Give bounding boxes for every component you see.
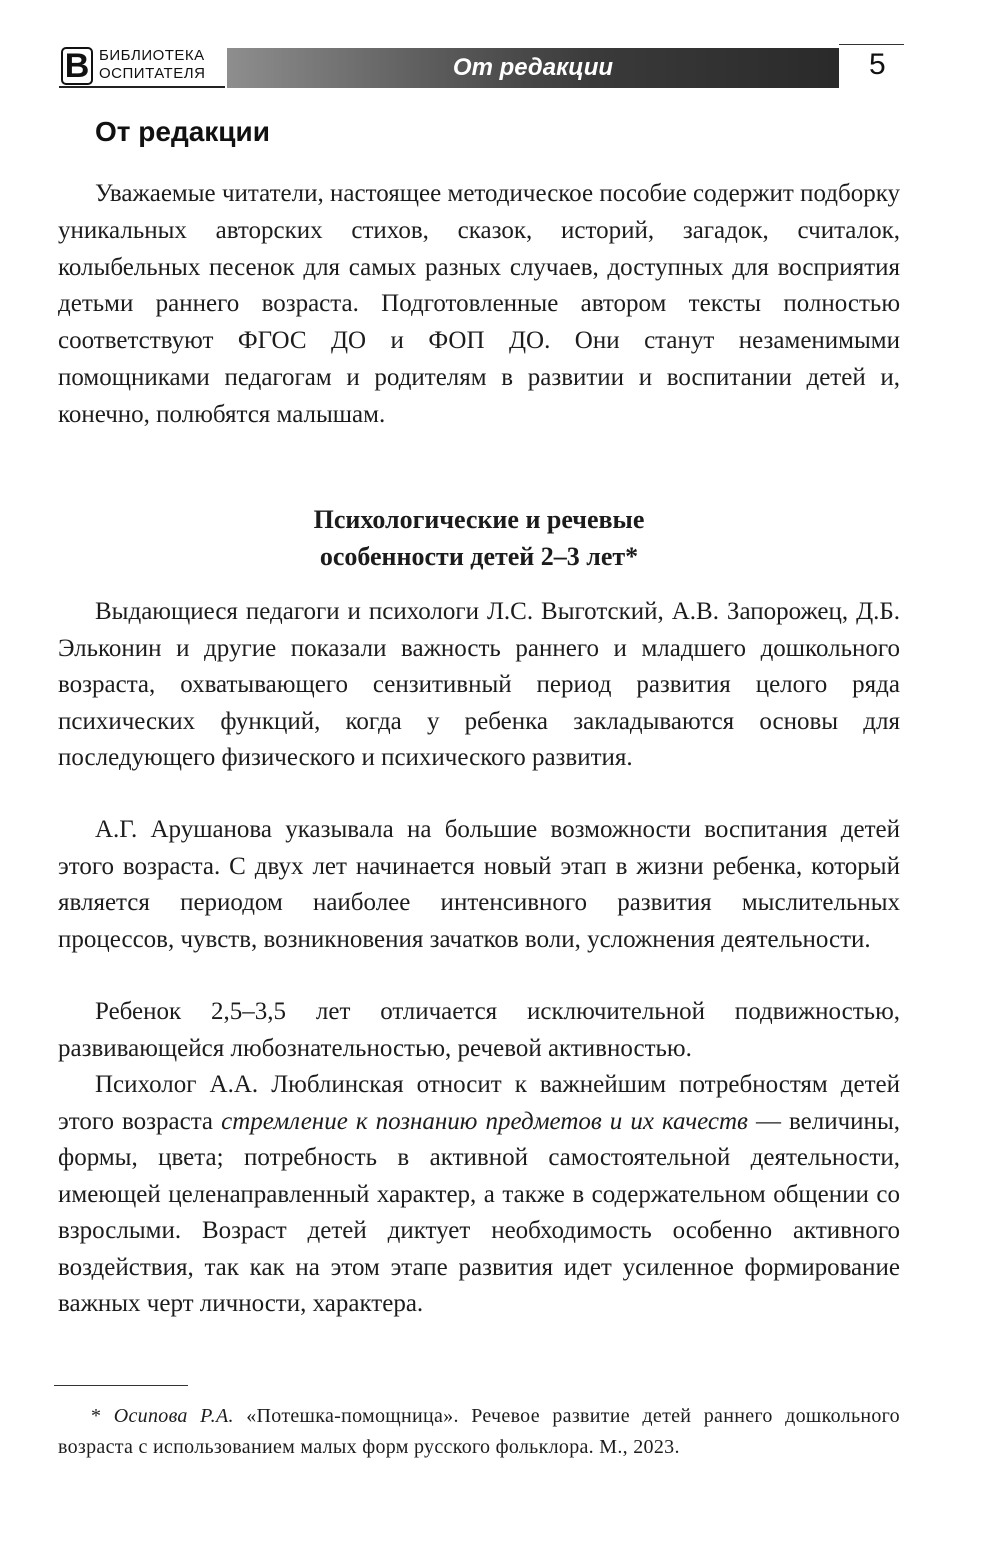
footnote	[58, 1401, 900, 1463]
editorial-paragraph: Уважаемые читатели, настоящее методическое пособие содержит подборку уникальных авторских стихов, сказок, историй, загадок, считалок, колыбельных песенок для самых разных случаев, доступных для восприятия детьми раннего возраста. Подготовленные автором тексты полностью соответствуют ФГОС ДО и ФОП ДО. Они станут незаменимыми помощниками педагогам и родителям в развитии и воспитании детей и, конечно, полюбятся малышам.	[58, 180, 900, 428]
article-paragraph-2: А.Г. Арушанова указывала на большие возможности воспитания детей этого возраста. С двух лет начинается новый этап в жизни ребенка, который является периодом наиболее интенсивного развития мыслительных процессов, чувств, возникновения зачатков воли, усложнения деятельности.	[58, 816, 900, 953]
article-title	[58, 501, 900, 575]
article-title-line-1: Психологические и речевые	[313, 505, 645, 534]
series-logo	[59, 44, 225, 88]
logo-letter: В	[61, 47, 93, 85]
footnote-marker: *	[91, 1405, 114, 1427]
running-header	[59, 44, 904, 88]
page-number: 5	[869, 48, 886, 81]
running-title: От редакции	[452, 54, 614, 81]
article-paragraph-4	[58, 1067, 900, 1323]
paragraph-4-start: Психолог А.А. Люблинская относит к важнейшим потребностям детей этого возраста	[58, 1071, 900, 1135]
footnote-rule	[54, 1385, 188, 1386]
logo-line-2: ОСПИТАТЕЛЯ	[99, 65, 206, 82]
article-title-line-2: особенности детей 2–3 лет*	[319, 542, 639, 571]
paragraph-4-end: — величины, формы, цвета; потребность в активной самостоятельной деятельности, имеющей целенаправленный характер, а также в содержательном общении со взрослыми. Возраст детей диктует необходимость особенно активного воздействия, так как на этом этапе развития идет усиленное формирование важных черт личности, характера.	[58, 1107, 900, 1317]
paragraph-4-emphasis: стремление к познанию предметов и их качеств	[221, 1107, 748, 1135]
header-top-rule	[839, 44, 904, 45]
footnote-author: Осипова Р.А.	[113, 1405, 234, 1427]
logo-line-1: БИБЛИОТЕКА	[99, 47, 205, 64]
footnote-text: «Потешка-помощница». Речевое развитие детей раннего дошкольного возраста с использованием малых форм русского фольклора. М., 2023.	[58, 1405, 900, 1458]
header-band	[227, 48, 839, 88]
article-paragraph-3: Ребенок 2,5–3,5 лет отличается исключительной подвижностью, развивающейся любознательностью, речевой активностью.	[58, 998, 900, 1062]
section-heading: От редакции	[95, 116, 270, 147]
article-paragraph-1: Выдающиеся педагоги и психологи Л.С. Выготский, А.В. Запорожец, Д.Б. Эльконин и другие показали важность раннего и младшего дошкольного возраста, охватывающего сензитивный период развития целого ряда психических функций, когда у ребенка закладываются основы для последующего физического и психического развития.	[58, 598, 900, 771]
